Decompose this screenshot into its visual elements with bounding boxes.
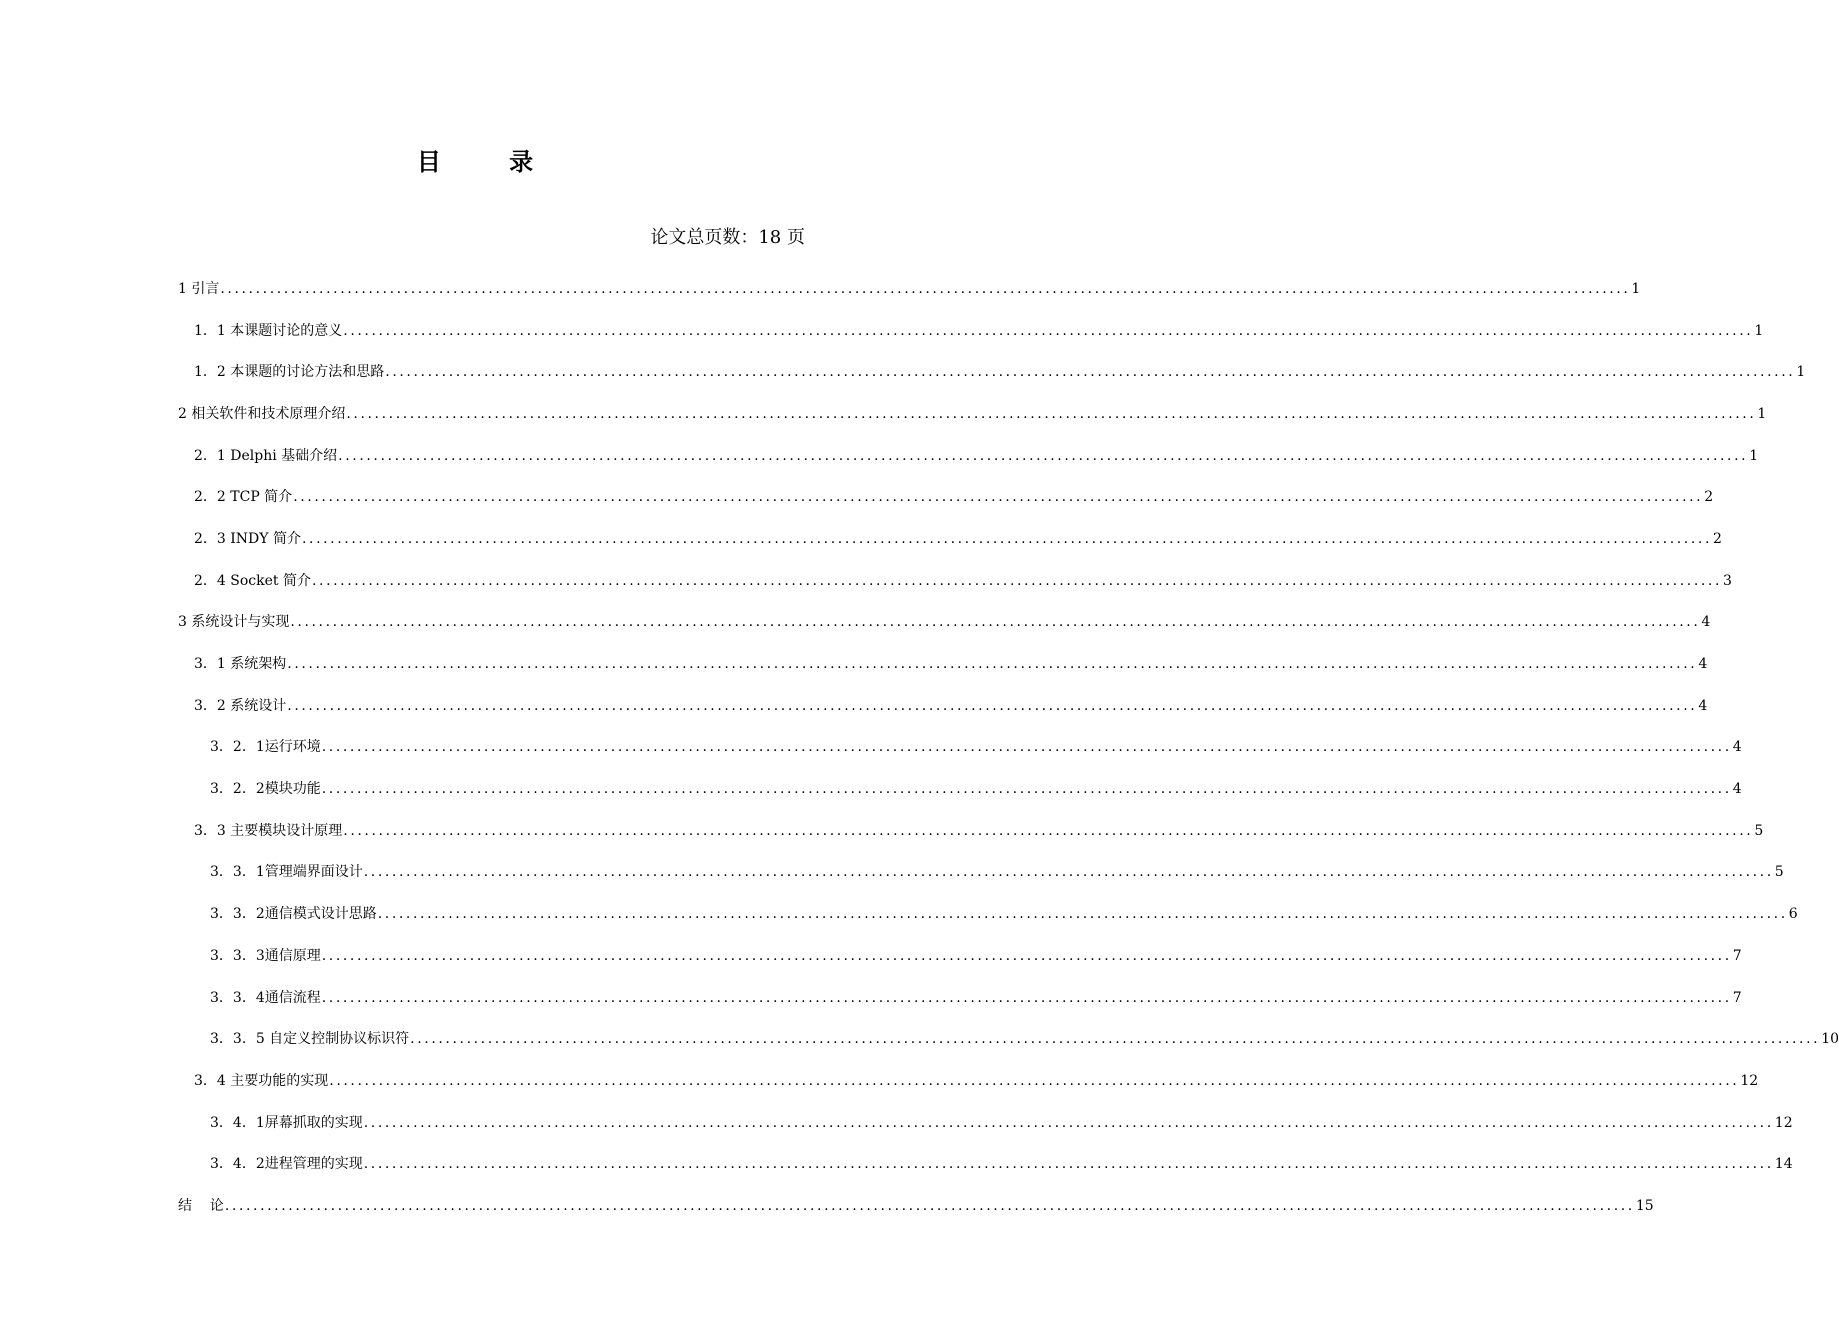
toc-entry-title: 3．3．4通信流程 [210,989,321,1006]
toc-entry-page-number: 1 [1757,405,1767,422]
toc-entry-title: 3．3．3通信原理 [210,947,321,964]
toc-entry-page-number: 14 [1774,1156,1793,1173]
toc-entry-page-number: 1 [1749,447,1759,464]
toc-entry-page-number: 4 [1698,697,1708,714]
dot-leader: ........................................................................................................................................................................................................ [293,489,1704,506]
toc-entry-title: 3．3．2通信模式设计思路 [210,906,377,923]
toc-entry-page-number: 6 [1788,906,1798,923]
toc-entry-page-number: 7 [1732,989,1742,1006]
toc-entry[interactable] [0,810,1764,852]
toc-entry[interactable] [0,1102,1793,1144]
toc-entry-title: 2．1 Delphi 基础介绍 [194,447,338,464]
dot-leader: ........................................................................................................................................................................................................ [338,447,1749,464]
toc-entry[interactable] [0,518,1722,560]
dot-leader: ........................................................................................................................................................................................................ [329,1072,1740,1089]
page-title: 目 录 [416,148,564,176]
toc-entry-title: 3．4 主要功能的实现 [194,1072,329,1089]
toc-entry[interactable] [0,852,1784,894]
dot-leader: ........................................................................................................................................................................................................ [363,864,1774,881]
dot-leader: ........................................................................................................................................................................................................ [321,989,1732,1006]
toc-entry[interactable] [0,268,1641,310]
dot-leader: ........................................................................................................................................................................................................ [301,530,1713,547]
toc-entry-title: 2．2 TCP 简介 [194,489,293,506]
toc-entry-page-number: 12 [1740,1072,1759,1089]
toc-entry-page-number: 4 [1732,781,1742,798]
toc-entry-page-number: 1 [1631,280,1641,297]
toc-entry[interactable] [0,768,1742,810]
toc-entry-page-number: 4 [1732,739,1742,756]
dot-leader: ........................................................................................................................................................................................................ [220,280,1631,297]
toc-entry[interactable] [0,893,1798,935]
toc-entry-page-number: 1 [1796,364,1806,381]
toc-entry-title: 3．2．2模块功能 [210,781,321,798]
toc-entry-title: 2 相关软件和技术原理介绍 [178,405,346,422]
toc-entry-title: 3．3 主要模块设计原理 [194,822,343,839]
toc-entry-page-number: 4 [1701,614,1711,631]
toc-entry[interactable] [0,1143,1793,1185]
toc-entry-page-number: 1 [1754,322,1764,339]
dot-leader: ........................................................................................................................................................................................................ [290,614,1701,631]
toc-entry[interactable] [0,1060,1759,1102]
toc-entry-title: 结 论 [178,1197,224,1214]
toc-entry[interactable] [0,351,1806,393]
dot-leader: ........................................................................................................................................................................................................ [224,1197,1635,1214]
toc-entry-page-number: 12 [1774,1114,1793,1131]
toc-entry-title: 2．3 INDY 简介 [194,530,301,547]
toc-entry[interactable] [0,643,1708,685]
toc-entry-page-number: 4 [1698,656,1708,673]
dot-leader: ........................................................................................................................................................................................................ [343,822,1754,839]
dot-leader: ........................................................................................................................................................................................................ [363,1156,1774,1173]
dot-leader: ........................................................................................................................................................................................................ [311,572,1723,589]
table-of-contents [0,268,1839,1227]
toc-entry[interactable] [0,1018,1839,1060]
toc-entry-title: 1．2 本课题的讨论方法和思路 [194,364,385,381]
toc-entry-page-number: 7 [1732,947,1742,964]
toc-entry[interactable] [0,602,1711,644]
toc-entry[interactable] [0,393,1767,435]
toc-entry-title: 3．4．2进程管理的实现 [210,1156,363,1173]
toc-entry[interactable] [0,310,1764,352]
dot-leader: ........................................................................................................................................................................................................ [385,364,1796,381]
toc-entry-title: 3．3．5 自定义控制协议标识符 [210,1031,410,1048]
toc-entry[interactable] [0,435,1759,477]
toc-entry-title: 3．2．1运行环境 [210,739,321,756]
toc-entry[interactable] [0,1185,1654,1227]
toc-entry[interactable] [0,685,1708,727]
toc-entry-title: 3．4．1屏幕抓取的实现 [210,1114,363,1131]
toc-entry-page-number: 3 [1723,572,1732,589]
dot-leader: ........................................................................................................................................................................................................ [287,697,1698,714]
dot-leader: ........................................................................................................................................................................................................ [410,1031,1821,1048]
toc-entry-page-number: 2 [1704,489,1714,506]
toc-entry-page-number: 15 [1635,1197,1654,1214]
toc-entry[interactable] [0,935,1742,977]
toc-entry-title: 3．1 系统架构 [194,656,287,673]
dot-leader: ........................................................................................................................................................................................................ [287,656,1698,673]
toc-entry-title: 3 系统设计与实现 [178,614,290,631]
toc-entry-page-number: 5 [1754,822,1764,839]
dot-leader: ........................................................................................................................................................................................................ [346,405,1757,422]
toc-entry-page-number: 10 [1821,1031,1839,1048]
toc-entry[interactable] [0,560,1732,602]
toc-entry[interactable] [0,476,1714,518]
dot-leader: ........................................................................................................................................................................................................ [321,739,1732,756]
toc-entry[interactable] [0,977,1742,1019]
dot-leader: ........................................................................................................................................................................................................ [343,322,1754,339]
total-pages-note: 论文总页数：18 页 [650,227,805,248]
dot-leader: ........................................................................................................................................................................................................ [321,947,1732,964]
dot-leader: ........................................................................................................................................................................................................ [321,781,1732,798]
toc-entry-title: 1 引言 [178,280,220,297]
dot-leader: ........................................................................................................................................................................................................ [377,906,1788,923]
toc-entry-title: 3．3．1管理端界面设计 [210,864,363,881]
toc-entry-page-number: 5 [1774,864,1784,881]
toc-entry[interactable] [0,727,1742,769]
toc-entry-title: 3．2 系统设计 [194,697,287,714]
dot-leader: ........................................................................................................................................................................................................ [363,1114,1774,1131]
toc-entry-title: 2．4 Socket 简介 [194,572,311,589]
toc-entry-title: 1．1 本课题讨论的意义 [194,322,343,339]
toc-entry-page-number: 2 [1713,530,1722,547]
